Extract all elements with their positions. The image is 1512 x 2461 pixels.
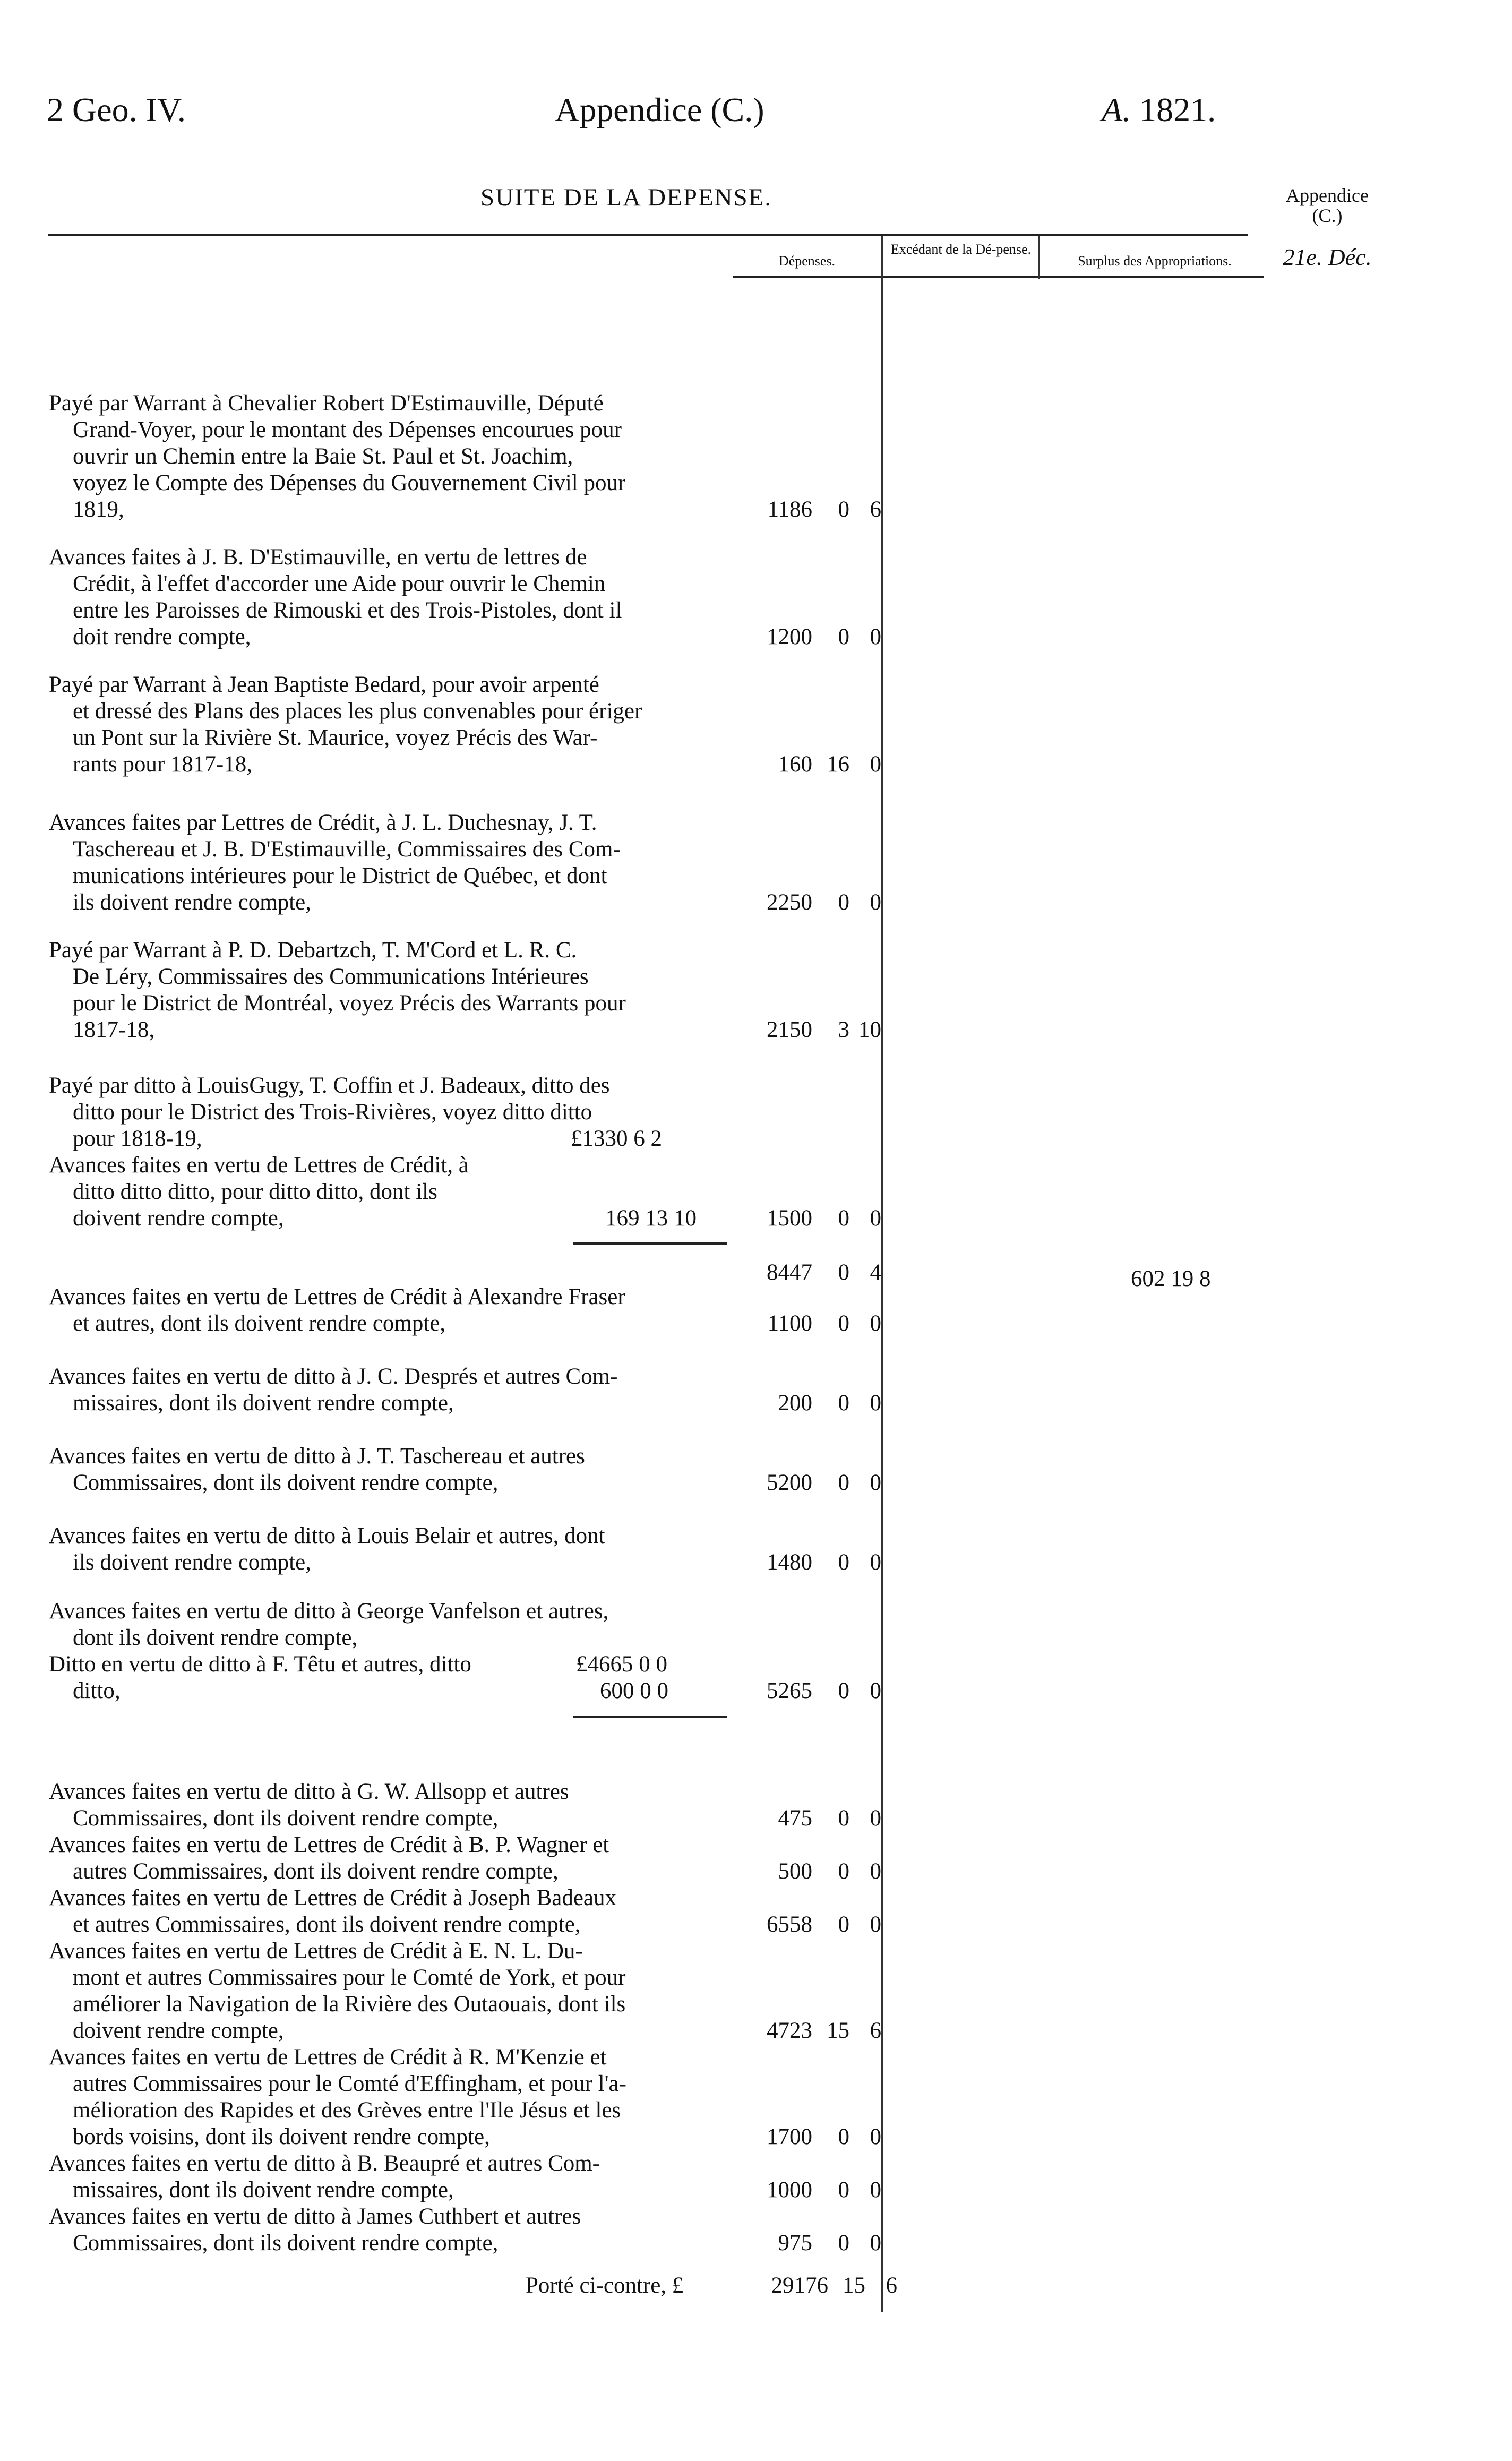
amount-pounds: 8447 (767, 1260, 812, 1285)
amount-shillings: 3 (838, 1017, 849, 1042)
entry-line: ditto pour le District des Trois-Rivières, voyez ditto ditto (73, 1100, 592, 1125)
header-year-number: 1821. (1139, 91, 1216, 128)
entry-line: autres Commissaires pour le Comté d'Effingham, et pour l'a- (73, 2071, 626, 2096)
entry-amount (733, 889, 892, 915)
subtotal-rule-1 (573, 1242, 727, 1245)
margin-note-appendix: Appendice (1286, 185, 1369, 206)
amount-shillings: 0 (838, 1311, 849, 1336)
entry-amount (733, 496, 892, 522)
amount-pounds: 975 (778, 2231, 812, 2256)
carried-forward-label: Porté ci-contre, £ (526, 2273, 684, 2298)
entry-line: et autres Commissaires, dont ils doivent rendre compte, (73, 1912, 581, 1937)
margin-note-date: 21e. Déc. (1283, 244, 1372, 270)
entry-line: missaires, dont ils doivent rendre compte, (73, 1391, 454, 1416)
subtotal-rule-2 (573, 1716, 727, 1718)
entry-line: doivent rendre compte, (73, 1206, 284, 1231)
amount-pounds: 1000 (767, 2177, 812, 2202)
inner-subamount: 169 13 10 (605, 1206, 697, 1231)
entry-amount (733, 1858, 892, 1884)
entry-amount (733, 2018, 892, 2044)
amount-shillings: 0 (838, 497, 849, 522)
col-divider-2 (1038, 236, 1040, 279)
entry-line: Avances faites en vertu de ditto à J. C. Després et autres Com- (49, 1364, 618, 1389)
entry-text (49, 672, 723, 778)
amount-pounds: 5200 (767, 1470, 812, 1495)
top-rule (48, 234, 1248, 236)
entry-line: ditto ditto ditto, pour ditto ditto, dont ils (73, 1179, 437, 1204)
entry-text (49, 1523, 723, 1576)
amount-shillings: 0 (838, 624, 849, 649)
entry-line: Commissaires, dont ils doivent rendre compte, (73, 1470, 499, 1495)
entry-amount (733, 1678, 892, 1704)
entry-text (49, 937, 723, 1043)
entry-line: Avances faites par Lettres de Crédit, à J. L. Duchesnay, J. T. (49, 810, 597, 835)
amount-pounds: 475 (778, 1806, 812, 1831)
entry-line: Avances faites en vertu de ditto à B. Beaupré et autres Com- (49, 2151, 600, 2176)
amount-shillings: 0 (838, 1912, 849, 1937)
entry-line: Payé par Warrant à P. D. Debartzch, T. M'Cord et L. R. C. (49, 938, 577, 963)
section-title: SUITE DE LA DEPENSE. (480, 184, 772, 211)
amount-shillings: 0 (838, 1206, 849, 1231)
entry-amount (733, 1805, 892, 1831)
entry-line: De Léry, Commissaires des Communications Intérieures (73, 964, 589, 989)
entry-line: Ditto en vertu de ditto à F. Têtu et autres, ditto (49, 1652, 471, 1677)
entry-amount (733, 1017, 892, 1043)
entry-line: voyez le Compte des Dépenses du Gouvernement Civil pour (73, 470, 626, 495)
entry-line: Avances faites en vertu de Lettres de Crédit à Joseph Badeaux (49, 1885, 617, 1910)
entry-amount (733, 1310, 892, 1336)
amount-pence: 10 (858, 1017, 881, 1042)
amount-pounds: 5265 (767, 1678, 812, 1703)
header-rule (733, 276, 1264, 278)
header-year (1102, 90, 1216, 130)
entry-line: Taschereau et J. B. D'Estimauville, Commissaires des Com- (73, 837, 621, 862)
entry-line: Commissaires, dont ils doivent rendre compte, (73, 2231, 499, 2256)
amount-pence: 0 (870, 2231, 881, 2256)
entry-line: rants pour 1817-18, (73, 752, 252, 777)
amount-pence: 0 (870, 1859, 881, 1884)
inner-subamount: £1330 6 2 (571, 1126, 662, 1151)
entry-line: 1817-18, (73, 1017, 155, 1042)
amount-shillings: 0 (838, 2231, 849, 2256)
amount-shillings: 0 (838, 1260, 849, 1285)
amount-pounds: 1500 (767, 1206, 812, 1231)
entry-line: Crédit, à l'effet d'accorder une Aide pour ouvrir le Chemin (73, 571, 606, 596)
amount-pence: 6 (870, 2018, 881, 2043)
amount-pence: 0 (870, 752, 881, 777)
entry-text (49, 2044, 723, 2150)
amount-pence: 0 (870, 1470, 881, 1495)
entry-amount (733, 2124, 892, 2150)
entry-line: Avances faites en vertu de ditto à James Cuthbert et autres (49, 2204, 581, 2229)
amount-pence: 0 (870, 1391, 881, 1416)
amount-pence: 0 (870, 624, 881, 649)
entry-line: Avances faites en vertu de ditto à Louis Belair et autres, dont (49, 1523, 605, 1548)
subtotal-amount (733, 1259, 892, 1285)
amount-pounds: 1100 (767, 1311, 812, 1336)
entry-line: ditto, (73, 1678, 121, 1703)
entry-line: pour le District de Montréal, voyez Précis des Warrants pour (73, 991, 626, 1016)
inner-subamount: £4665 0 0 (576, 1652, 667, 1677)
amount-pence: 0 (870, 1678, 881, 1703)
amount-shillings: 0 (838, 1678, 849, 1703)
entry-amount (733, 1911, 892, 1937)
amount-shillings: 0 (838, 2177, 849, 2202)
inner-subamount: 600 0 0 (600, 1678, 668, 1703)
entry-line: Avances faites en vertu de Lettres de Crédit à B. P. Wagner et (49, 1832, 609, 1857)
entry-line: doit rendre compte, (73, 624, 251, 649)
entry-text (49, 390, 723, 523)
entry-line: Avances faites à J. B. D'Estimauville, en vertu de lettres de (49, 545, 587, 570)
entry-line: doivent rendre compte, (73, 2018, 284, 2043)
carried-forward-pounds: 29176 (771, 2273, 828, 2298)
entry-line: ils doivent rendre compte, (73, 1550, 311, 1575)
amount-pence: 0 (870, 1206, 881, 1231)
margin-note-letter: (C.) (1312, 204, 1343, 226)
amount-pounds: 160 (778, 752, 812, 777)
entry-amount (733, 1205, 892, 1231)
amount-pounds: 2250 (767, 890, 812, 915)
amount-shillings: 0 (838, 1470, 849, 1495)
amount-pence: 0 (870, 1806, 881, 1831)
entry-amount (733, 1470, 892, 1496)
amount-pence: 0 (870, 1311, 881, 1336)
entry-line: missaires, dont ils doivent rendre compte, (73, 2177, 454, 2202)
surplus-amount: 602 19 8 (1131, 1266, 1211, 1291)
entry-line: autres Commissaires, dont ils doivent rendre compte, (73, 1859, 559, 1884)
entry-line: munications intérieures pour le District de Québec, et dont (73, 863, 607, 888)
amount-shillings: 0 (838, 2124, 849, 2149)
entry-amount (733, 1390, 892, 1416)
entry-text (49, 1284, 723, 1337)
carried-forward-shillings: 15 (843, 2273, 865, 2298)
entry-line: bords voisins, dont ils doivent rendre compte, (73, 2124, 490, 2149)
entry-line: pour 1818-19, (73, 1126, 202, 1151)
entry-line: mont et autres Commissaires pour le Comté de York, et pour (73, 1965, 626, 1990)
amount-pence: 0 (870, 2124, 881, 2149)
entry-line: Payé par Warrant à Jean Baptiste Bedard, pour avoir arpenté (49, 672, 599, 697)
entry-line: Avances faites en vertu de Lettres de Crédit à Alexandre Fraser (49, 1284, 625, 1309)
entry-amount (733, 2177, 892, 2203)
entry-amount (733, 751, 892, 777)
entry-line: Payé par Warrant à Chevalier Robert D'Estimauville, Député (49, 391, 604, 416)
entry-line: Payé par ditto à LouisGugy, T. Coffin et J. Badeaux, ditto des (49, 1073, 610, 1098)
entry-line: Avances faites en vertu de Lettres de Crédit à E. N. L. Du- (49, 1939, 583, 1963)
amount-pence: 0 (870, 890, 881, 915)
amount-pounds: 4723 (767, 2018, 812, 2043)
carried-forward-pence: 6 (886, 2273, 897, 2298)
entry-line: ils doivent rendre compte, (73, 890, 311, 915)
entry-line: 1819, (73, 497, 124, 522)
amount-shillings: 16 (827, 752, 849, 777)
entry-text (49, 544, 723, 650)
entry-amount (733, 1549, 892, 1575)
entry-line: un Pont sur la Rivière St. Maurice, voyez Précis des War- (73, 725, 598, 750)
entry-line: et dressé des Plans des places les plus convenables pour ériger (73, 699, 642, 724)
amount-shillings: 0 (838, 1391, 849, 1416)
header-session: 2 Geo. IV. (47, 91, 186, 128)
amount-pounds: 1480 (767, 1550, 812, 1575)
entry-text (49, 810, 723, 916)
entry-amount (733, 624, 892, 650)
col-header-surplus: Surplus des Appropriations. (1078, 253, 1232, 269)
amount-pence: 0 (870, 2177, 881, 2202)
amount-shillings: 0 (838, 1550, 849, 1575)
entry-text (49, 2150, 723, 2203)
entry-text (49, 1885, 723, 1938)
entry-line: Grand-Voyer, pour le montant des Dépenses encourues pour (73, 417, 622, 442)
amount-pence: 0 (870, 1912, 881, 1937)
amount-shillings: 0 (838, 1859, 849, 1884)
entry-line: Avances faites en vertu de ditto à J. T. Taschereau et autres (49, 1444, 585, 1469)
amount-shillings: 0 (838, 890, 849, 915)
amount-pence: 0 (870, 1550, 881, 1575)
entry-text (49, 2203, 723, 2257)
carried-forward (526, 2273, 897, 2299)
amount-pounds: 200 (778, 1391, 812, 1416)
entry-line: Avances faites en vertu de Lettres de Crédit à R. M'Kenzie et (49, 2045, 607, 2070)
entry-text (49, 1938, 723, 2044)
amount-shillings: 0 (838, 1806, 849, 1831)
entry-text (49, 1364, 723, 1417)
header-appendix: Appendice (C.) (555, 91, 764, 128)
entry-text (49, 1443, 723, 1496)
entry-text (49, 1832, 723, 1885)
entry-line: dont ils doivent rendre compte, (73, 1625, 358, 1650)
col-header-excedant: Excédant de la Dé-pense. (890, 242, 1032, 257)
amount-shillings: 15 (827, 2018, 849, 2043)
entry-line: entre les Paroisses de Rimouski et des Trois-Pistoles, dont il (73, 598, 622, 623)
amount-pounds: 1200 (767, 624, 812, 649)
amount-pence: 4 (870, 1260, 881, 1285)
amount-pounds: 500 (778, 1859, 812, 1884)
entry-line: Avances faites en vertu de Lettres de Crédit, à (49, 1153, 469, 1178)
entry-line: mélioration des Rapides et des Grèves entre l'Ile Jésus et les (73, 2098, 621, 2123)
entry-line: Avances faites en vertu de ditto à G. W. Allsopp et autres (49, 1779, 569, 1804)
amount-pounds: 1186 (767, 497, 812, 522)
entry-line: et autres, dont ils doivent rendre compte, (73, 1311, 446, 1336)
amount-pounds: 6558 (767, 1912, 812, 1937)
amount-pence: 6 (870, 497, 881, 522)
amount-pounds: 2150 (767, 1017, 812, 1042)
entry-line: Commissaires, dont ils doivent rendre compte, (73, 1806, 499, 1831)
entry-line: Avances faites en vertu de ditto à George Vanfelson et autres, (49, 1599, 609, 1624)
entry-text (49, 1779, 723, 1832)
entry-amount (733, 2230, 892, 2256)
entry-line: améliorer la Navigation de la Rivière des Outaouais, dont ils (73, 1992, 626, 2017)
margin-note (1266, 186, 1388, 270)
amount-pounds: 1700 (767, 2124, 812, 2149)
header-year-letter: A. (1102, 91, 1131, 128)
entry-line: ouvrir un Chemin entre la Baie St. Paul et St. Joachim, (73, 444, 573, 469)
col-header-depenses: Dépenses. (778, 253, 836, 269)
